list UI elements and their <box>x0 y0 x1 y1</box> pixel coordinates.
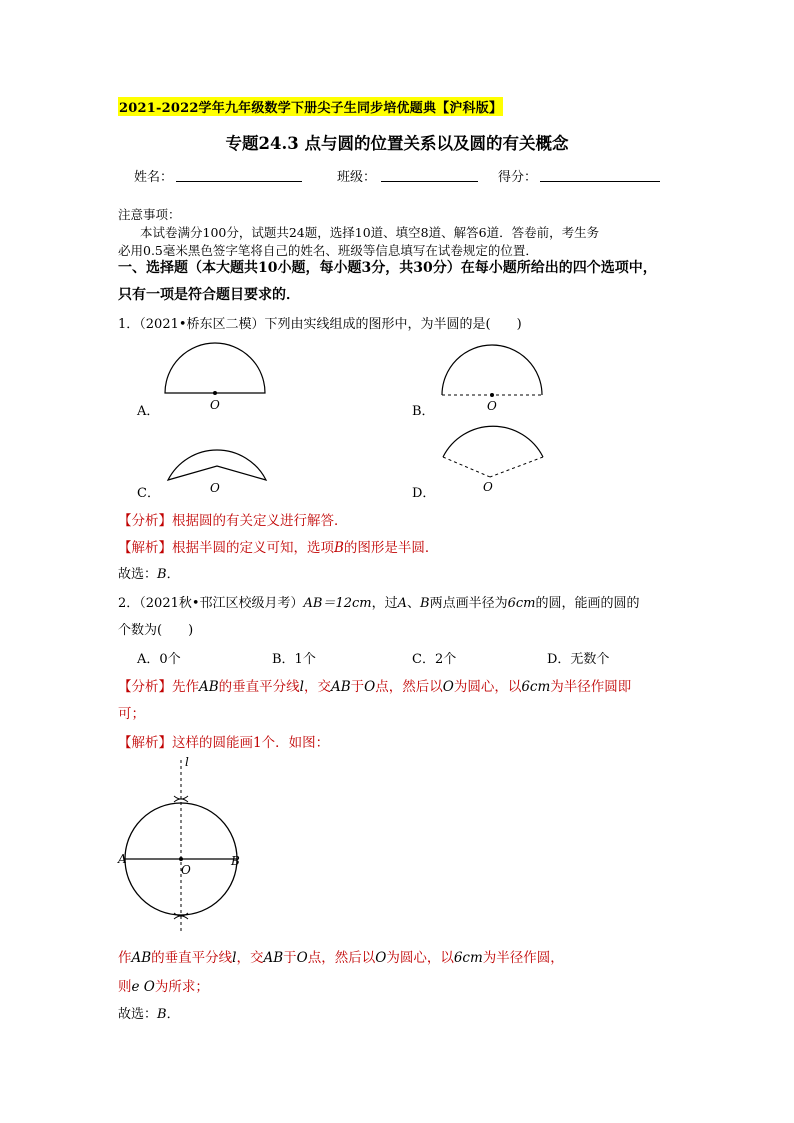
q2-analysis-p7: 为半径作圆即 <box>550 679 632 695</box>
q1-b-point-o: O <box>487 399 497 413</box>
q1-c-shape <box>168 450 266 480</box>
q2-analysis-p2: 的垂直平分线 <box>218 679 300 695</box>
q2-stem-p3: 、 <box>407 596 421 611</box>
score-field[interactable] <box>540 181 660 182</box>
q2-answer-var: B <box>157 1007 167 1022</box>
q1-analysis-tag: 【分析】 <box>118 513 172 529</box>
q2-analysis-p3: ，交 <box>304 679 331 695</box>
q2-con-ab: AB <box>131 950 152 966</box>
q2-option-c[interactable]: C．2个 <box>412 652 457 667</box>
question-1-stem: 1．（2021•桥东区二模）下列由实线组成的图形中，为半圆的是( ) <box>118 317 522 332</box>
notes-line-2: 必用0.5毫米黑色签字笔将自己的姓名、班级等信息填写在试卷规定的位置． <box>118 243 538 258</box>
q1-answer-var: B <box>157 567 167 582</box>
q1-solution <box>118 536 438 556</box>
q1-figure-b <box>435 340 550 415</box>
q2-analysis-p1: 先作 <box>172 679 199 695</box>
q2-answer-post: ． <box>166 1007 180 1022</box>
q2-analysis-p4: 于 <box>350 679 365 695</box>
q2-option-a[interactable]: A．0个 <box>137 652 181 667</box>
q2-con-p2: 的垂直平分线 <box>151 950 233 966</box>
q2-label-b: B <box>231 854 240 868</box>
q2-then-p2: 为所求； <box>154 979 209 995</box>
q1-analysis <box>118 509 348 529</box>
q2-label-o: O <box>181 863 191 877</box>
q2-con-p5: 点，然后以 <box>307 950 376 966</box>
q2-con-p3: ，交 <box>236 950 264 966</box>
q2-con-r: 6cm <box>453 950 483 966</box>
name-label: 姓名： <box>134 170 174 185</box>
q2-con-o2: O <box>375 950 387 966</box>
q2-stem-a: A <box>397 596 408 611</box>
name-field[interactable] <box>176 181 302 182</box>
q1-solution-post: 的图形是半圆． <box>343 540 439 556</box>
q1-b-center-dot <box>490 393 494 397</box>
q1-a-point-o: O <box>210 398 220 412</box>
q2-stem-r: 6cm <box>507 596 536 611</box>
q1-d-point-o: O <box>483 480 493 494</box>
q1-answer-post: ． <box>166 567 180 582</box>
q2-then-p1: 则 <box>118 979 132 995</box>
q1-figure-c <box>160 430 275 500</box>
question-2-stem-line-2: 个数为( ) <box>118 623 194 638</box>
q1-solution-pre: 根据半圆的定义可知，选项 <box>172 540 334 556</box>
q2-option-b[interactable]: B．1个 <box>272 652 316 667</box>
q1-d-dashed-radius-right <box>490 457 543 477</box>
notes-line-1: 本试卷满分100分，试题共24题，选择10道、填空8道、解答6道．答卷前，考生务 <box>140 225 600 240</box>
q1-a-center-dot <box>213 391 217 395</box>
q2-stem-math: AB＝12cm <box>303 596 372 611</box>
q2-analysis-ab: AB <box>199 679 219 695</box>
q2-solution-text: 这样的圆能画1个．如图： <box>172 735 330 751</box>
q2-answer-pre: 故选： <box>118 1007 158 1022</box>
notes-heading: 注意事项： <box>118 207 181 222</box>
q2-answer <box>118 1003 180 1022</box>
q2-stem-p2: ，过 <box>371 596 398 611</box>
class-label: 班级： <box>337 170 377 185</box>
q1-solution-var: B <box>334 540 344 556</box>
q2-con-ab2: AB <box>263 950 284 966</box>
q2-con-p6: 为圆心，以 <box>386 950 454 966</box>
q1-answer-pre: 故选： <box>118 567 158 582</box>
q2-label-l: l <box>185 755 189 769</box>
q1-option-b-label[interactable]: B． <box>412 404 435 419</box>
q1-d-dashed-radius-left <box>443 457 490 477</box>
q2-analysis-l: l <box>299 679 304 695</box>
q2-circle-figure <box>115 752 255 937</box>
q2-analysis-p5: 点，然后以 <box>375 679 443 695</box>
q1-analysis-text: 根据圆的有关定义进行解答． <box>172 513 348 529</box>
q1-a-semicircle <box>165 343 265 393</box>
q2-con-l: l <box>232 950 237 966</box>
q1-c-point-o: O <box>210 481 220 495</box>
q2-analysis-o2: O <box>442 679 454 695</box>
q2-con-p7: 为半径作圆， <box>482 950 564 966</box>
q2-solution <box>118 731 329 751</box>
q2-conclusion <box>118 975 209 995</box>
q1-figure-a <box>160 340 275 415</box>
q2-analysis-o: O <box>364 679 376 695</box>
q2-construction <box>118 946 564 966</box>
class-field[interactable] <box>381 181 478 182</box>
q2-stem-b: B <box>420 596 430 611</box>
q2-analysis-line-2: 可； <box>118 706 145 722</box>
q1-option-a-label[interactable]: A． <box>137 404 160 419</box>
q2-label-a: A <box>118 852 127 866</box>
q2-stem-p5: 的圆，能画的圆的 <box>535 596 640 611</box>
q2-option-d[interactable]: D．无数个 <box>547 652 610 667</box>
q2-analysis-ab2: AB <box>331 679 351 695</box>
q2-con-o: O <box>296 950 308 966</box>
q1-option-d-label[interactable]: D． <box>412 486 436 501</box>
q2-solution-tag: 【解析】 <box>118 735 172 751</box>
q1-answer <box>118 563 180 582</box>
q1-figure-d <box>435 425 550 500</box>
q1-option-c-label[interactable]: C． <box>137 486 160 501</box>
section-heading-line-2: 只有一项是符合题目要求的． <box>118 287 300 303</box>
q2-analysis-tag: 【分析】 <box>118 679 172 695</box>
q1-b-arc <box>442 345 542 395</box>
q2-con-p4: 于 <box>283 950 297 966</box>
question-2-stem-line-1 <box>118 592 640 611</box>
score-label: 得分： <box>498 170 538 185</box>
q2-stem-p1: 2．（2021秋•邗江区校级月考） <box>118 596 304 611</box>
q1-d-arc <box>443 426 543 457</box>
q1-solution-tag: 【解析】 <box>118 540 172 556</box>
q2-analysis-p6: 为圆心，以 <box>453 679 522 695</box>
q2-stem-p4: 两点画半径为 <box>429 596 508 611</box>
q2-center-dot <box>179 857 183 861</box>
section-heading-line-1: 一、选择题（本大题共10小题，每小题3分，共30分）在每小题所给出的四个选项中， <box>118 260 657 276</box>
page-title: 专题24.3 点与圆的位置关系以及圆的有关概念 <box>225 134 569 153</box>
q2-then-math: e O <box>131 979 155 995</box>
series-title: 2021-2022学年九年级数学下册尖子生同步培优题典【沪科版】 <box>118 97 503 116</box>
q2-con-p1: 作 <box>118 950 132 966</box>
q2-analysis-r: 6cm <box>521 679 551 695</box>
q2-analysis-line-1 <box>118 675 631 695</box>
